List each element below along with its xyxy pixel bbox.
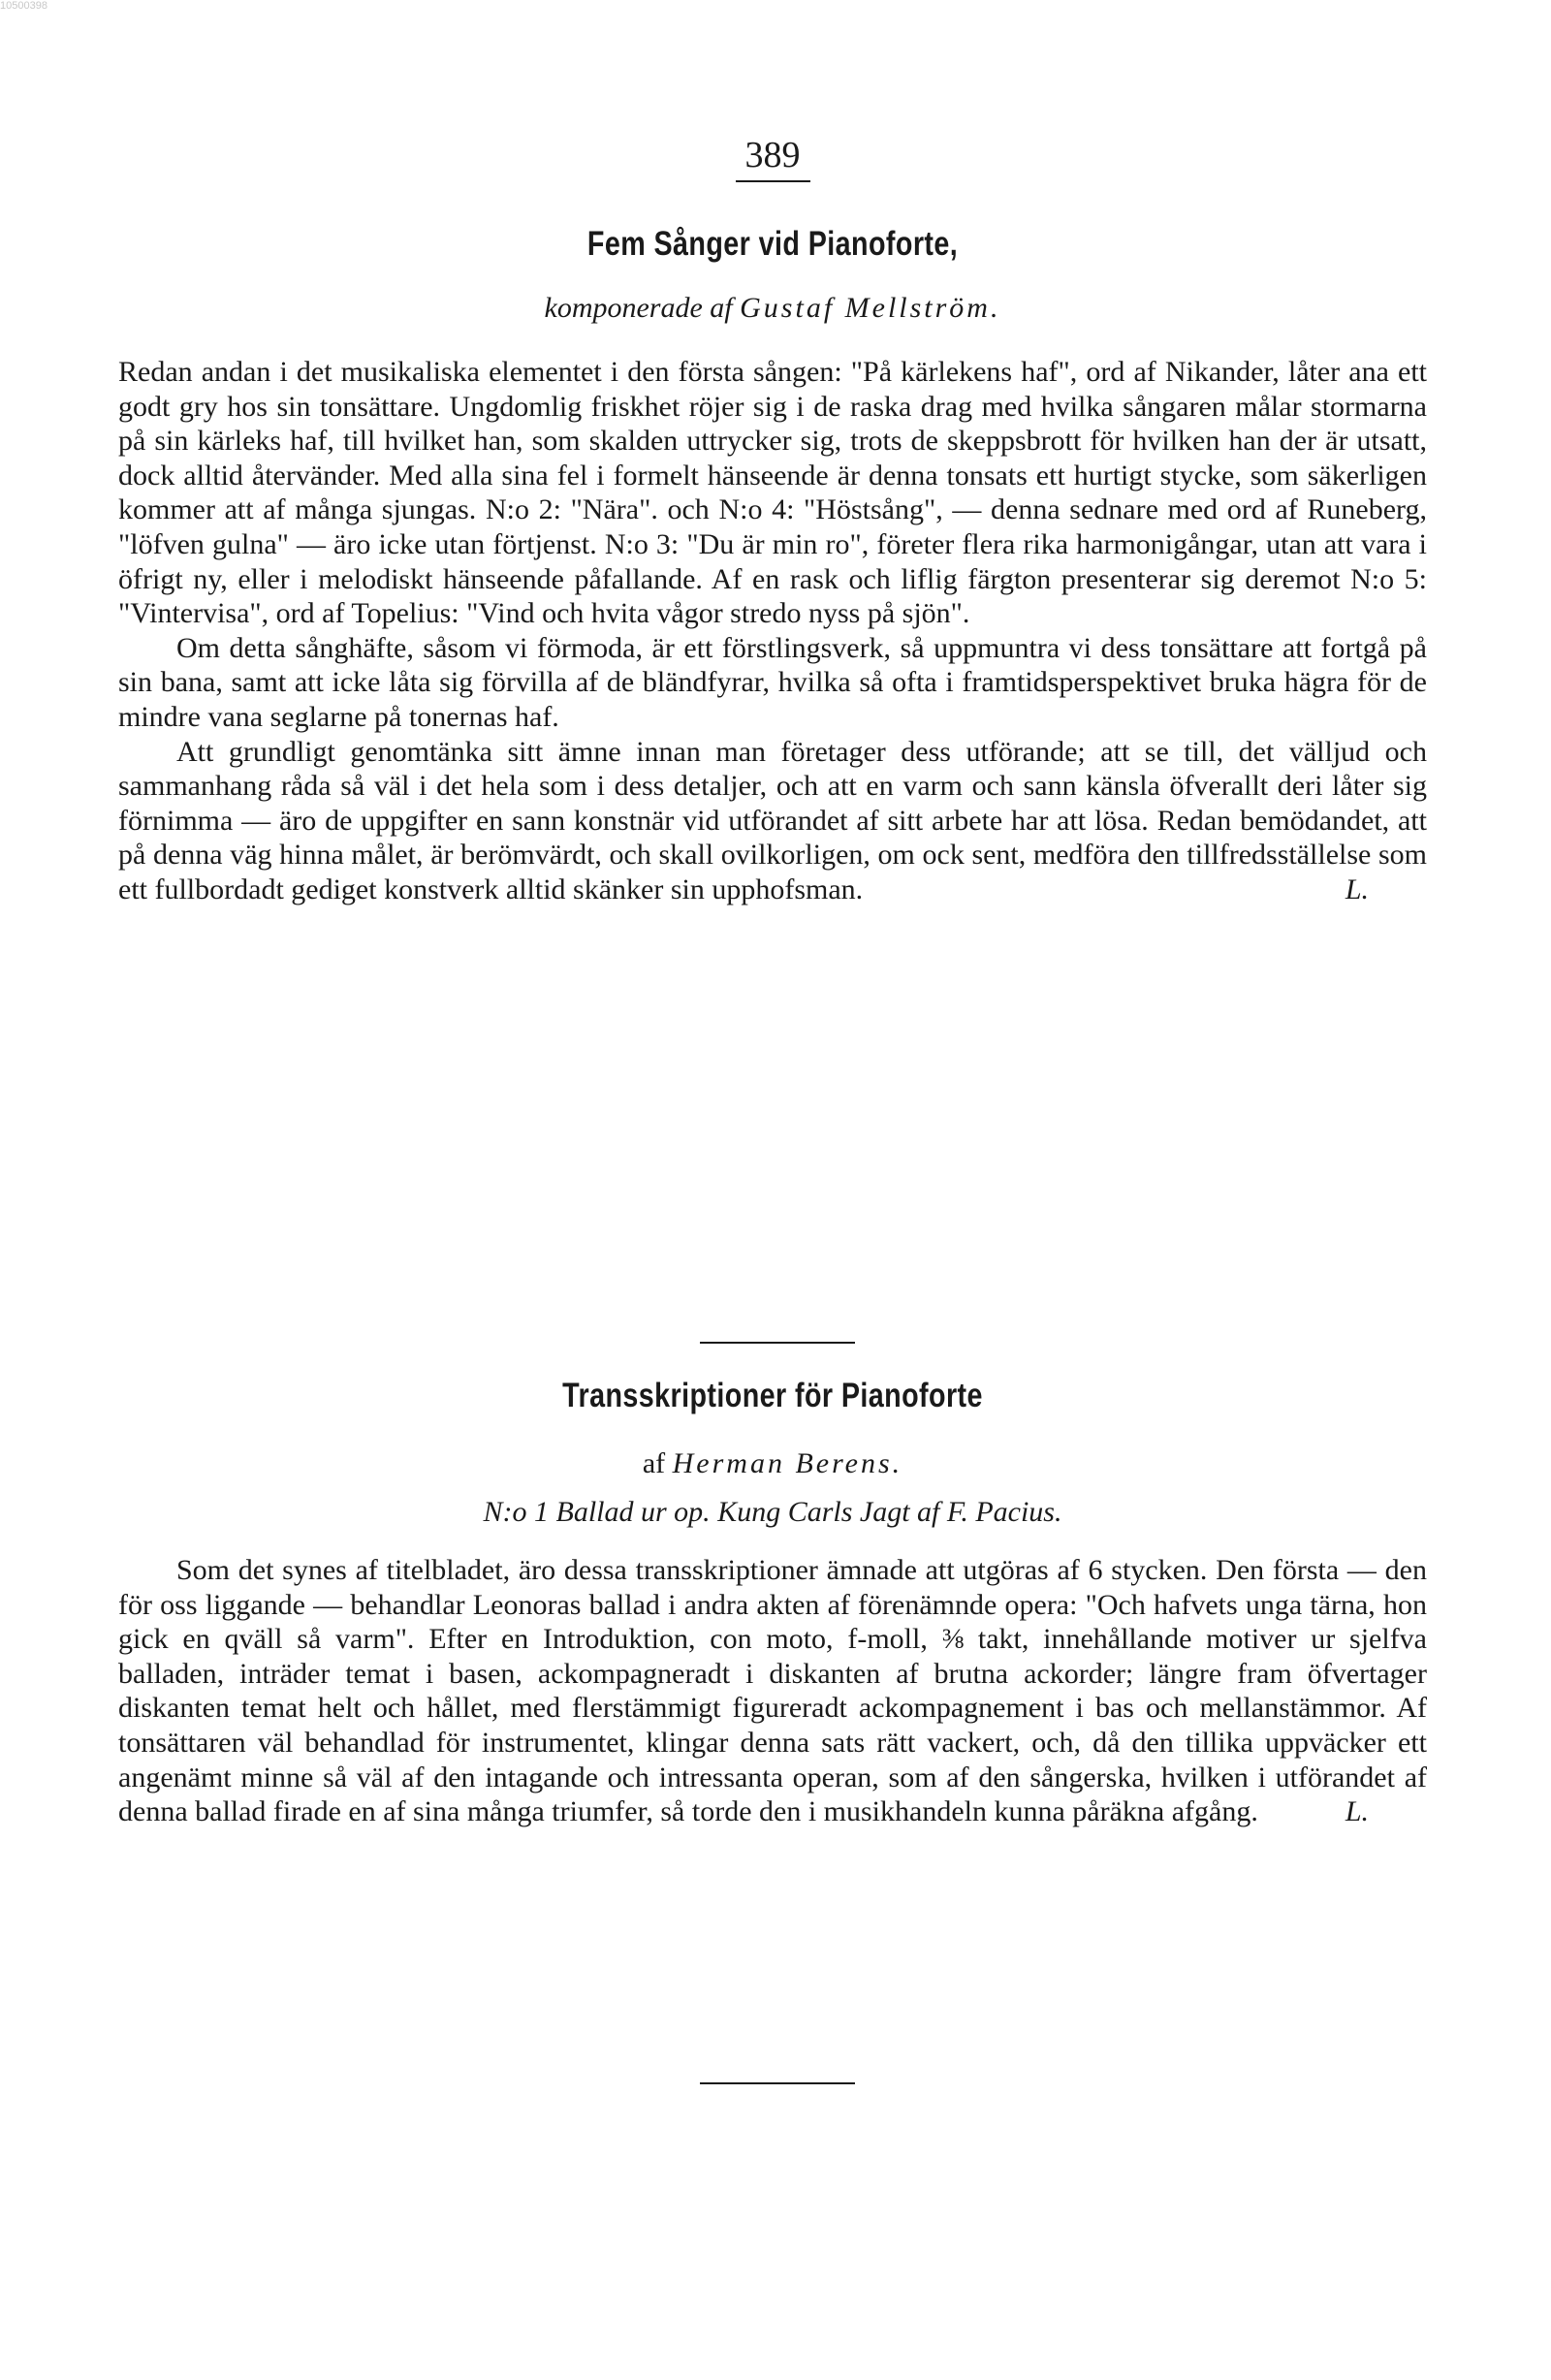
review2-paragraph [118,1553,1427,1829]
review1-byline [118,289,1427,328]
review1-paragraph-3 [118,735,1427,907]
review2-work-line: N:o 1 Ballad ur op. Kung Carls Jagt af F. Pacius. [483,1496,1062,1528]
review1-byline-prefix: komponerade af [544,292,733,324]
section-divider [700,1342,855,1344]
review1-paragraph-1: Redan andan i det musikaliska elementet i den första sången: "På kärlekens haf", ord af Nikander, låter ana ett godt gry hos sin tonsättare. Ungdomlig friskhet röjer sig i de raska drag med hvilka sångaren målar stormarna på sin kärleks haf, till hvilket han, som skalden uttrycker sig, trots de skeppsbrott för hvilken han der är utsatt, dock alltid återvänder. Med alla sina fel i formelt hänseende är denna tonsats ett hurtigt stycke, som säkerligen kommer att af många sjungas. N:o 2: "Nära". och N:o 4: "Höstsång", — denna sednare med ord af Runeberg, "löfven gulna" — äro icke utan förtjenst. N:o 3: "Du är min ro", företer flera rika harmonigångar, utan att vara i öfrigt ny, eller i melodiskt hänseende påfallande. Af en rask och liflig färgton presenterar sig deremot N:o 5: "Vintervisa", ord af Topelius: "Vind och hvita vågor stredo nyss på sjön". [118,356,1427,630]
review2-byline-prefix: af [642,1447,666,1479]
review2-signature: L. [1345,1795,1369,1828]
page-number-text: 389 [736,134,810,182]
scan-id: 10500398 [0,0,47,12]
review1-body [118,355,1427,907]
review1-composer: Gustaf Mellström. [740,292,1001,324]
review2-body [118,1553,1427,1829]
review1-title: Fem Sånger vid Pianoforte, [586,225,959,263]
page-number [118,134,1427,182]
review2-title: Transskriptioner för Pianoforte [562,1377,983,1414]
review2-composer: Herman Berens. [672,1447,903,1479]
review2-byline [118,1444,1427,1483]
review2-paragraph-text: Som det synes af titelbladet, äro dessa transskriptioner ämnade att utgöras af 6 stycken. Den första — den för oss liggande — behandlar Leonoras ballad i andra akten af förenämnde opera: "Och hafvets unga tärna, hon gick en qväll så varm". Efter en Introduktion, con moto, f-moll, ⅜ takt, innehållande motiver ur sjelfva balladen, inträder temat i basen, ackompagneradt i diskanten af brutna ackorder; längre fram öfvertager diskanten temat helt och hållet, med flerstämmigt figureradt ackompagnement i bas och mellanstämmor. Af tonsättaren väl behandlad för instrumentet, klingar denna sats rätt vackert, och, då den tillika uppväcker ett angenämt minne så väl af den intagande och intressanta operan, som af den sångerska, hvilken i utförandet af denna ballad firade en af sina många triumfer, så torde den i musikhandeln kunna påräkna afgång. [118,1554,1427,1828]
end-divider [700,2082,855,2084]
review1-paragraph-2: Om detta sånghäfte, såsom vi förmoda, är ett förstlingsverk, så uppmuntra vi dess tonsättare att fortgå på sin bana, samt att icke låta sig förvilla af de bländfyrar, hvilka så ofta i framtidsperspektivet bruka hägra för de mindre vana seglarne på tonernas haf. [118,631,1427,733]
review1-paragraph-3-text: Att grundligt genomtänka sitt ämne innan man företager dess utförande; att se till, det välljud och sammanhang råda så väl i det hela som i dess detaljer, och att en varm och sann känsla öfverallt deri låter sig förnimma — äro de uppgifter en sann konstnär vid utförandet af sitt arbete har att lösa. Redan bemödandet, att på denna väg hinna målet, är berömvärdt, och skall ovilkorligen, om ock sent, medföra den tillfredsställelse som ett fullbordadt gediget konstverk alltid skänker sin upphofsman. [118,735,1427,905]
review1-signature: L. [1345,873,1369,905]
